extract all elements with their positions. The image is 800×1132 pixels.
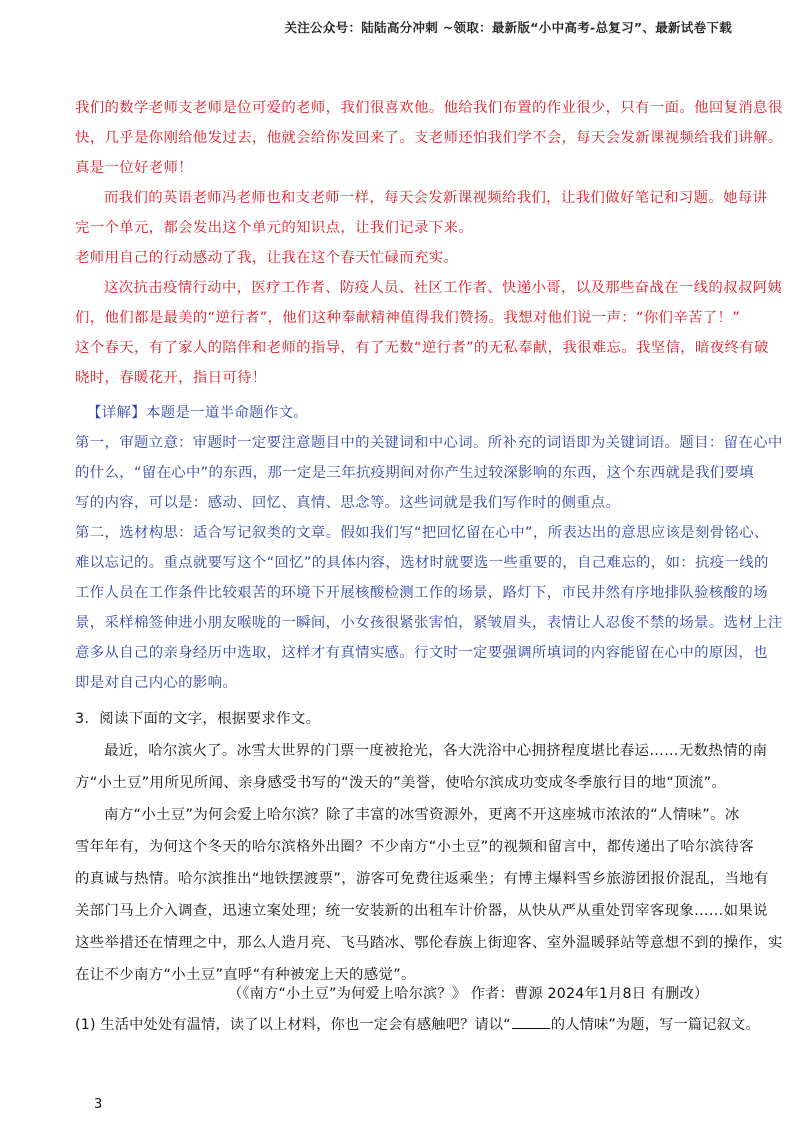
essay-line: 而我们的英语老师冯老师也和支老师一样，每天会发新课视频给我们，让我们做好笔记和习题。她每讲	[104, 190, 768, 206]
analysis-line: 即是对自己内心的影响。	[75, 675, 238, 691]
analysis-line: 难以忘记的。重点就要写这个“回忆”的具体内容，选材时就要选一些重要的，自己难忘的，如：抗疫一线的	[75, 555, 769, 571]
analysis-line: 【详解】本题是一道半命题作文。	[87, 405, 309, 421]
analysis-line: 景，采样棉签伸进小朋友喉咙的一瞬间，小女孩很紧张害怕，紧皱眉头，表情让人忍俊不禁的场景。选材上注	[75, 615, 783, 631]
citation: （《南方“小土豆”为何爱上哈尔滨？》 作者：曹源 2024年1月8日 有删改）	[228, 986, 709, 1002]
essay-line: 们，他们都是最美的“逆行者”，他们这种奉献精神值得我们赞扬。我想对他们说一声：“你们辛苦了！”	[75, 310, 741, 326]
writing-prompt	[75, 1014, 760, 1034]
essay-line: 真是一位好老师！	[75, 160, 193, 176]
essay-line: 这个春天，有了家人的陪伴和老师的指导，有了无数“逆行者”的无私奉献，我很难忘。我坚信，暗夜终有破	[75, 340, 769, 356]
material-line: 在让不少南方“小土豆”直呼“有种被宠上天的感觉”。	[75, 967, 416, 983]
essay-line: 晓时，春暖花开，指日可待！	[75, 370, 267, 386]
fill-in-blank	[512, 1016, 550, 1029]
essay-line: 老师用自己的行动感动了我，让我在这个春天忙碌而充实。	[75, 250, 459, 266]
material-line: 这些举措还在情理之中，那么人造月亮、飞马踏冰、鄂伦春族上街迎客、室外温暖驿站等意想不到的操作，实	[75, 935, 783, 951]
question-title: 3．阅读下面的文字，根据要求作文。	[75, 711, 321, 727]
material-line: 南方“小土豆”为何会爱上哈尔滨？除了丰富的冰雪资源外，更离不开这座城市浓浓的“人情味”。冰	[104, 807, 740, 823]
essay-line: 快，几乎是你刚给他发过去，他就会给你发回来了。支老师还怕我们学不会，每天会发新课视频给我们讲解。	[75, 130, 783, 146]
analysis-line: 意多从自己的亲身经历中选取，这样才有真情实感。行文时一定要强调所填词的内容能留在心中的原因，也	[75, 645, 768, 661]
question-section	[75, 708, 783, 987]
material-line: 雪年年有，为何这个冬天的哈尔滨格外出圈？不少南方“小土豆”的视频和留言中，都传递出了哈尔滨待客	[75, 839, 754, 855]
page-number: 3	[94, 1097, 103, 1112]
material-line: 关部门马上介入调查，迅速立案处理；统一安装新的出租车计价器，从快从严从重处罚宰客现象……如果说	[75, 903, 768, 919]
analysis-section	[75, 402, 783, 695]
analysis-line: 工作人员在工作条件比较艰苦的环境下开展核酸检测工作的场景，路灯下，市民井然有序地排队验核酸的场	[75, 585, 768, 601]
material-line: 最近，哈尔滨火了。冰雪大世界的门票一度被抢光，各大洗浴中心拥挤程度堪比春运……无数热情的南	[104, 743, 768, 759]
sample-essay	[75, 97, 783, 390]
material-line: 方“小土豆”用所见所闻、亲身感受书写的“泼天的”美誉，使哈尔滨成功变成冬季旅行目的地“顶流”。	[75, 775, 727, 791]
prompt-text-before: (1) 生活中处处有温情，读了以上材料，你也一定会有感触吧？请以“	[75, 1017, 511, 1033]
analysis-line: 写的内容，可以是：感动、回忆、真情、思念等。这些词就是我们写作时的侧重点。	[75, 495, 621, 511]
material-line: 的真诚与热情。哈尔滨推出“地铁摆渡票”，游客可免费往返乘坐；有博主爆料雪乡旅游团报价混乱，当地有	[75, 871, 769, 887]
analysis-line: 第一，审题立意：审题时一定要注意题目中的关键词和中心词。所补充的词语即为关键词语。题目：留在心中	[75, 435, 783, 451]
essay-line: 完一个单元，都会发出这个单元的知识点，让我们记录下来。	[75, 220, 473, 236]
prompt-text-after: 的人情味”为题，写一篇记叙文。	[550, 1017, 760, 1033]
essay-line: 我们的数学老师支老师是位可爱的老师，我们很喜欢他。他给我们布置的作业很少，只有一面。他回复消息很	[75, 100, 783, 116]
page-header: 关注公众号：陆陆高分冲刺 ~领取：最新版“小中高考-总复习”、最新试卷下载	[284, 20, 732, 35]
analysis-line: 第二，选材构思：适合写记叙类的文章。假如我们写“把回忆留在心中”，所表达出的意思应该是刻骨铭心、	[75, 525, 769, 541]
essay-line: 这次抗击疫情行动中，医疗工作者、防疫人员、社区工作者、快递小哥，以及那些奋战在一线的叔叔阿姨	[104, 280, 783, 296]
analysis-line: 的什么，“留在心中”的东西，那一定是三年抗疫期间对你产生过较深影响的东西，这个东西就是我们要填	[75, 465, 754, 481]
